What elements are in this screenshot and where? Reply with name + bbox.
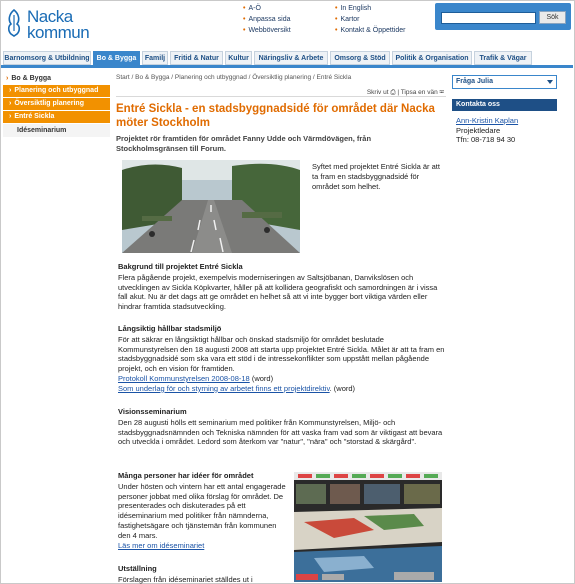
link-suffix: (word) <box>249 373 274 383</box>
utility-link-kontakt[interactable]: • Kontakt & Öppettider <box>335 27 406 34</box>
main-content <box>116 72 446 584</box>
tab-politik[interactable]: Politik & Organisation <box>392 51 472 65</box>
print-link[interactable]: Skriv ut <box>366 89 389 96</box>
divider <box>116 96 446 97</box>
section-utstallning <box>118 564 446 584</box>
utility-link-anpassa-sida[interactable]: • Anpassa sida <box>243 16 291 23</box>
section-text: Under hösten och vintern har ett antal engagerade personer jobbat med olika förslag för området. De presenterades och diskuterades på ett idéseminarium med politiker från nämnderna, fastighetsägare och tjänstemän från kommunen den 4 mars. <box>118 481 286 540</box>
section-manga-personer <box>118 471 290 550</box>
road-photo-image <box>122 160 300 253</box>
search-button[interactable]: Sök <box>539 11 566 24</box>
section-heading: Utställning <box>118 564 157 573</box>
contact-role: Projektledare <box>456 125 501 135</box>
section-text: Den 28 augusti hölls ett seminarium med politiker från Kommunstyrelsen, Miljö- och stadsbyggnadsnämnden och Tekniska nämnden för att vaska fram vad som är viktigast att bevara och utveckla i området. Ledord som återkom var "natur", "nära" och "storstad & skärgård". <box>118 417 443 447</box>
left-sidebar <box>3 73 110 137</box>
mail-icon: ✉ <box>439 89 444 96</box>
contact-card <box>452 111 557 145</box>
search-box <box>435 3 571 30</box>
print-icon: ⎙ | <box>390 89 401 96</box>
section-heading: Långsiktig hållbar stadsmiljö <box>118 324 222 333</box>
logo-text-nacka: Nacka <box>27 7 73 26</box>
chevron-right-icon: › <box>9 87 12 94</box>
utility-link-in-english[interactable]: • In English <box>335 5 372 12</box>
section-text: Flera pågående projekt, exempelvis moderniseringen av Saltsjöbanan, Danvikslösen och utvecklingen av Sickla Köpkvarter, håller på att kollidera geografiskt och samordningen är i vissa fall akut. Nu är det dags att ge området en helhet så att vi inte bygger bort viktiga värden eller hindrar framtida stadsutveckling. <box>118 272 438 312</box>
tip-link[interactable]: Tipsa en vän <box>400 89 438 96</box>
sidebar-item-oversiktlig[interactable]: › Översiktlig planering <box>3 98 110 111</box>
tab-naringsliv[interactable]: Näringsliv & Arbete <box>254 51 328 65</box>
section-heading: Bakgrund till projektet Entré Sickla <box>118 262 243 271</box>
sidebar-subitem-ideseminarium[interactable]: Idéseminarium <box>3 124 110 137</box>
page-ingress: Projektet rör framtiden för området Fanny Udde och Värmdövägen, från Stockholmsgränsen till Forum. <box>116 134 372 153</box>
chevron-right-icon: › <box>6 75 9 82</box>
chevron-right-icon: › <box>9 113 12 120</box>
nacka-logo-icon <box>6 9 22 37</box>
sidebar-item-entre-sickla[interactable]: › Entré Sickla <box>3 111 110 124</box>
utility-link-kartor[interactable]: • Kartor <box>335 16 360 23</box>
section-langsiktig <box>118 324 446 394</box>
fraga-julia-dropdown[interactable] <box>452 75 557 89</box>
link-projektdirektiv[interactable]: Som underlag för och styrning av arbetet finns ett projektdirektiv <box>118 383 330 393</box>
section-heading: Visionsseminarium <box>118 407 187 416</box>
tab-fritid-natur[interactable]: Fritid & Natur <box>170 51 223 65</box>
road-photo <box>122 160 300 253</box>
contact-phone: Tfn: 08-718 94 30 <box>456 135 516 144</box>
tab-kultur[interactable]: Kultur <box>225 51 252 65</box>
sidebar-title[interactable]: › Bo & Bygga <box>6 75 52 82</box>
logo-text-kommun: kommun <box>27 23 90 42</box>
utility-link-a-o[interactable]: • A-Ö <box>243 5 261 12</box>
nav-underline <box>1 65 573 68</box>
section-heading: Många personer har idéer för området <box>118 471 254 480</box>
dropdown-label: Fråga Julia <box>456 78 493 85</box>
link-las-mer-ideseminariet[interactable]: Läs mer om idéseminariet <box>118 540 205 550</box>
section-text: Förslagen från idéseminariet ställdes ut i <box>118 574 253 584</box>
tab-omsorg[interactable]: Omsorg & Stöd <box>330 51 390 65</box>
utility-link-webboversikt[interactable]: • Webböversikt <box>243 27 291 34</box>
site-header <box>1 1 573 49</box>
photo-caption: Syftet med projektet Entré Sickla är att ta fram en stadsbyggnadsidé för området som helhet. <box>312 162 440 191</box>
breadcrumb[interactable]: Start / Bo & Bygga / Planering och utbyggnad / Översiktlig planering / Entré Sickla <box>116 74 352 81</box>
utility-links-right <box>335 3 405 36</box>
tab-barnomsorg[interactable]: Barnomsorg & Utbildning <box>3 51 91 65</box>
tab-bo-bygga[interactable]: Bo & Bygga <box>93 51 140 65</box>
link-protokoll[interactable]: Protokoll Kommunstyrelsen 2008-08-18 <box>118 373 250 383</box>
chevron-right-icon: › <box>9 100 12 107</box>
contact-name-link[interactable]: Ann-Kristin Kaplan <box>456 116 519 125</box>
section-bakgrund <box>118 262 446 312</box>
search-input[interactable] <box>441 12 536 24</box>
right-column <box>452 75 557 145</box>
tab-familj[interactable]: Familj <box>142 51 168 65</box>
sidebar-item-planering[interactable]: › Planering och utbyggnad <box>3 85 110 98</box>
site-logo[interactable] <box>6 7 96 41</box>
section-visionsseminarium <box>118 407 446 447</box>
contact-heading: Kontakta oss <box>452 99 557 111</box>
utility-links-left <box>243 3 291 36</box>
section-text: För att säkrar en långsiktigt hållbar och önskad stadsmiljö för området beslutade Kommunstyrelsen den 18 augusti 2008 att starta upp projektet Entré Sickla. Målet är att ta fram en stadsbyggnadsidé som ska vara ett stöd i de intressekonflikter som uppstått mellan pågående projekt, och en vision för framtiden. <box>118 334 445 374</box>
link-suffix: . (word) <box>329 383 356 393</box>
tab-trafik[interactable]: Trafik & Vägar <box>474 51 532 65</box>
main-navigation <box>1 51 573 66</box>
page-title: Entré Sickla - en stadsbyggnadsidé för området där Nacka möter Stockholm <box>116 103 435 129</box>
chevron-down-icon <box>547 80 553 84</box>
